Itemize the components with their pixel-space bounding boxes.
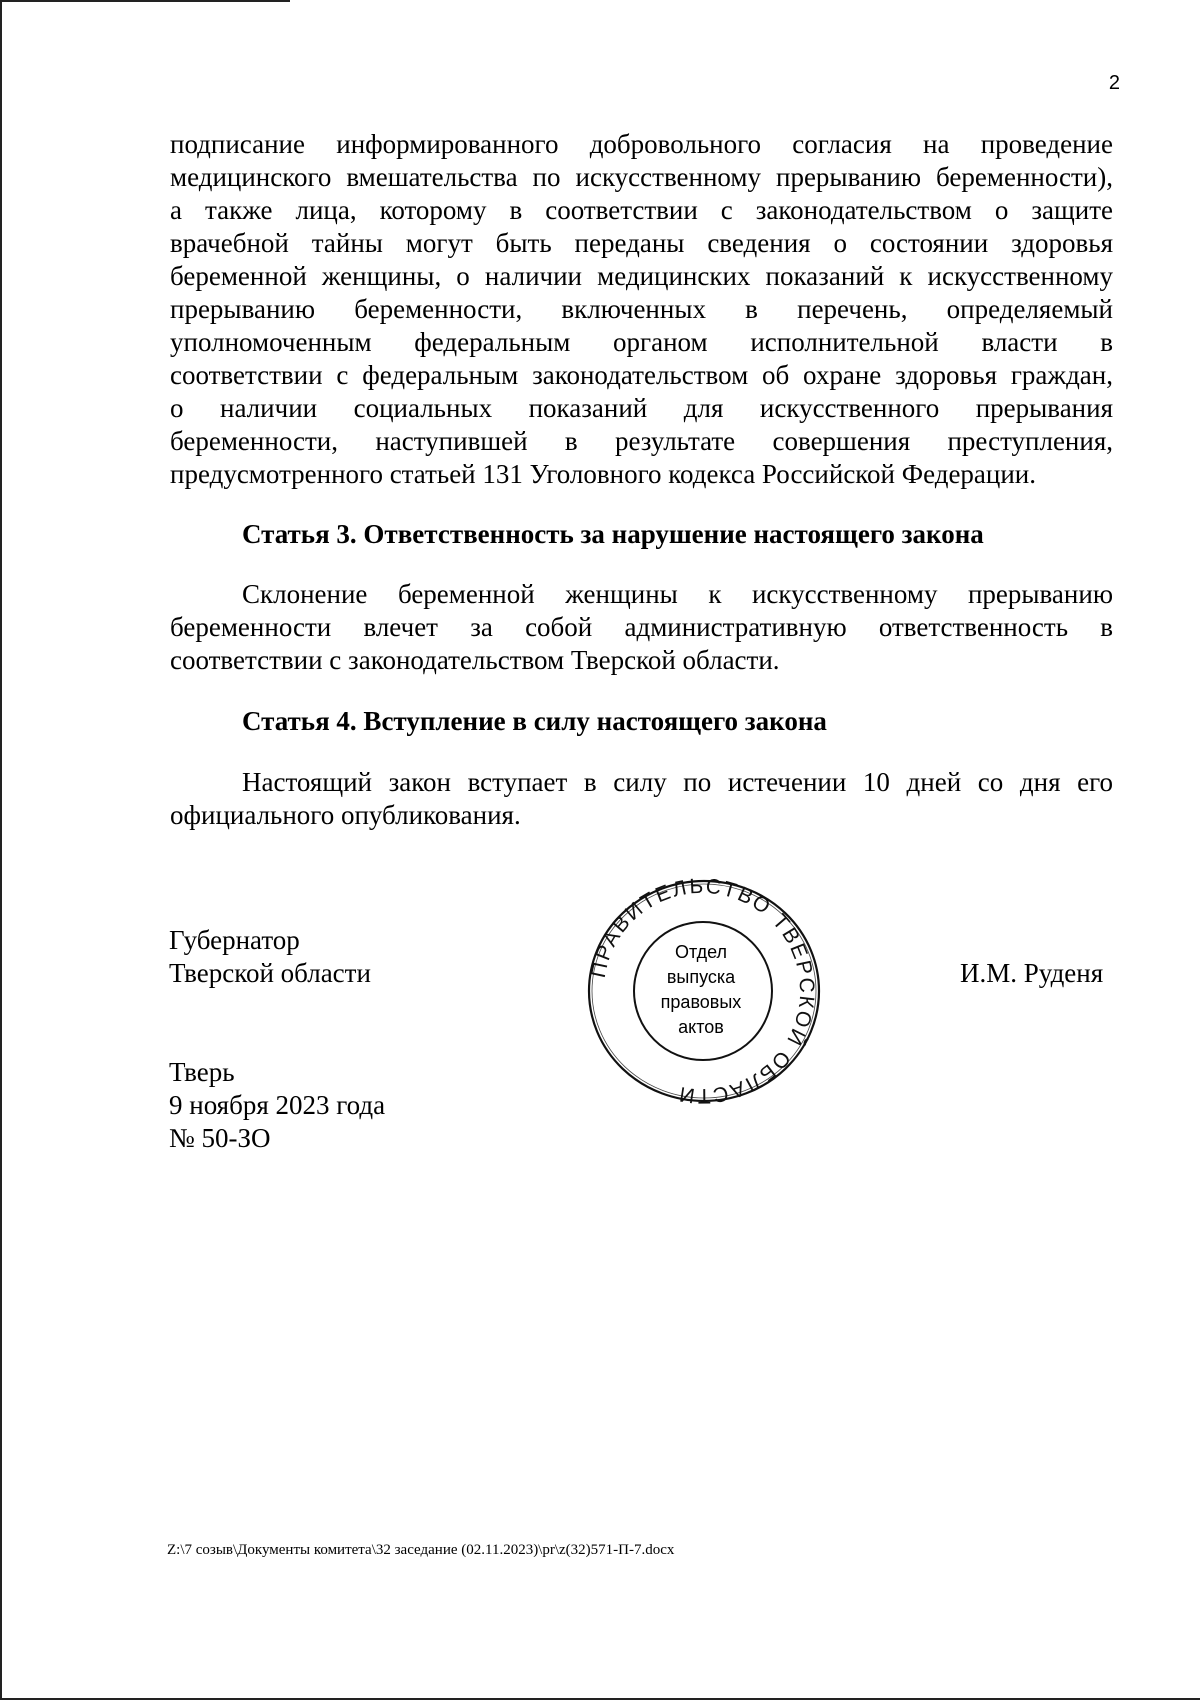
article-4-text [170,766,1113,832]
place-city: Тверь [169,1057,235,1087]
signatory-name: И.М. Руденя [960,958,1104,988]
document-number: № 50-ЗО [169,1123,271,1153]
article-4-line: официального опубликования. [170,800,521,830]
scan-edge-left [0,0,2,1700]
paragraph-1-line: подписание информированного добровольного согласия на проведение [170,129,1113,159]
stamp-inner-line: Отдел [674,942,728,962]
article-3-line: беременности влечет за собой административную ответственность в [170,612,1113,642]
article-4-heading: Статья 4. Вступление в силу настоящего закона [242,706,827,736]
paragraph-1-line: врачебной тайны могут быть переданы сведения о состоянии здоровья [170,228,1113,258]
signatory-title-line-2: Тверской области [169,958,371,988]
article-3-line: соответствии с законодательством Тверской области. [170,645,780,675]
scan-edge-top [0,0,290,2]
paragraph-1-line: а также лица, которому в соответствии с законодательством о защите [170,195,1113,225]
article-4-line: Настоящий закон вступает в силу по истечении 10 дней со дня его [242,767,1113,797]
article-3-text [170,578,1113,677]
paragraph-1-line: уполномоченным федеральным органом исполнительной власти в [170,327,1113,357]
article-3-heading: Статья 3. Ответственность за нарушение настоящего закона [242,519,984,549]
paragraph-1 [170,128,1113,491]
article-3-line: Склонение беременной женщины к искусственному прерыванию [242,579,1113,609]
footer-file-path: Z:\7 созыв\Документы комитета\32 заседание (02.11.2023)\pr\z(32)571-П-7.docx [167,1542,675,1558]
signatory-title-line-1: Губернатор [169,925,300,955]
document-date: 9 ноября 2023 года [169,1090,386,1120]
stamp-inner-line: актов [678,1017,724,1037]
paragraph-1-line: беременности, наступившей в результате совершения преступления, [170,426,1113,456]
paragraph-1-line: о наличии социальных показаний для искусственного прерывания [170,393,1113,423]
stamp-inner-text [636,940,766,1040]
page-number: 2 [1108,72,1120,94]
paragraph-1-line: беременной женщины, о наличии медицинских показаний к искусственному [170,261,1113,291]
stamp-inner-line: правовых [660,992,742,1012]
paragraph-1-line: прерыванию беременности, включенных в перечень, определяемый [170,294,1113,324]
paragraph-1-line: предусмотренного статьей 131 Уголовного кодекса Российской Федерации. [170,459,1037,489]
paragraph-1-line: медицинского вмешательства по искусственному прерыванию беременности), [170,162,1113,192]
stamp-inner-line: выпуска [666,967,736,987]
stamp-outer-text: ПРАВИТЕЛЬСТВО ТВЕРСКОЙ ОБЛАСТИ [586,874,819,1108]
paragraph-1-line: соответствии с федеральным законодательством об охране здоровья граждан, [170,360,1113,390]
